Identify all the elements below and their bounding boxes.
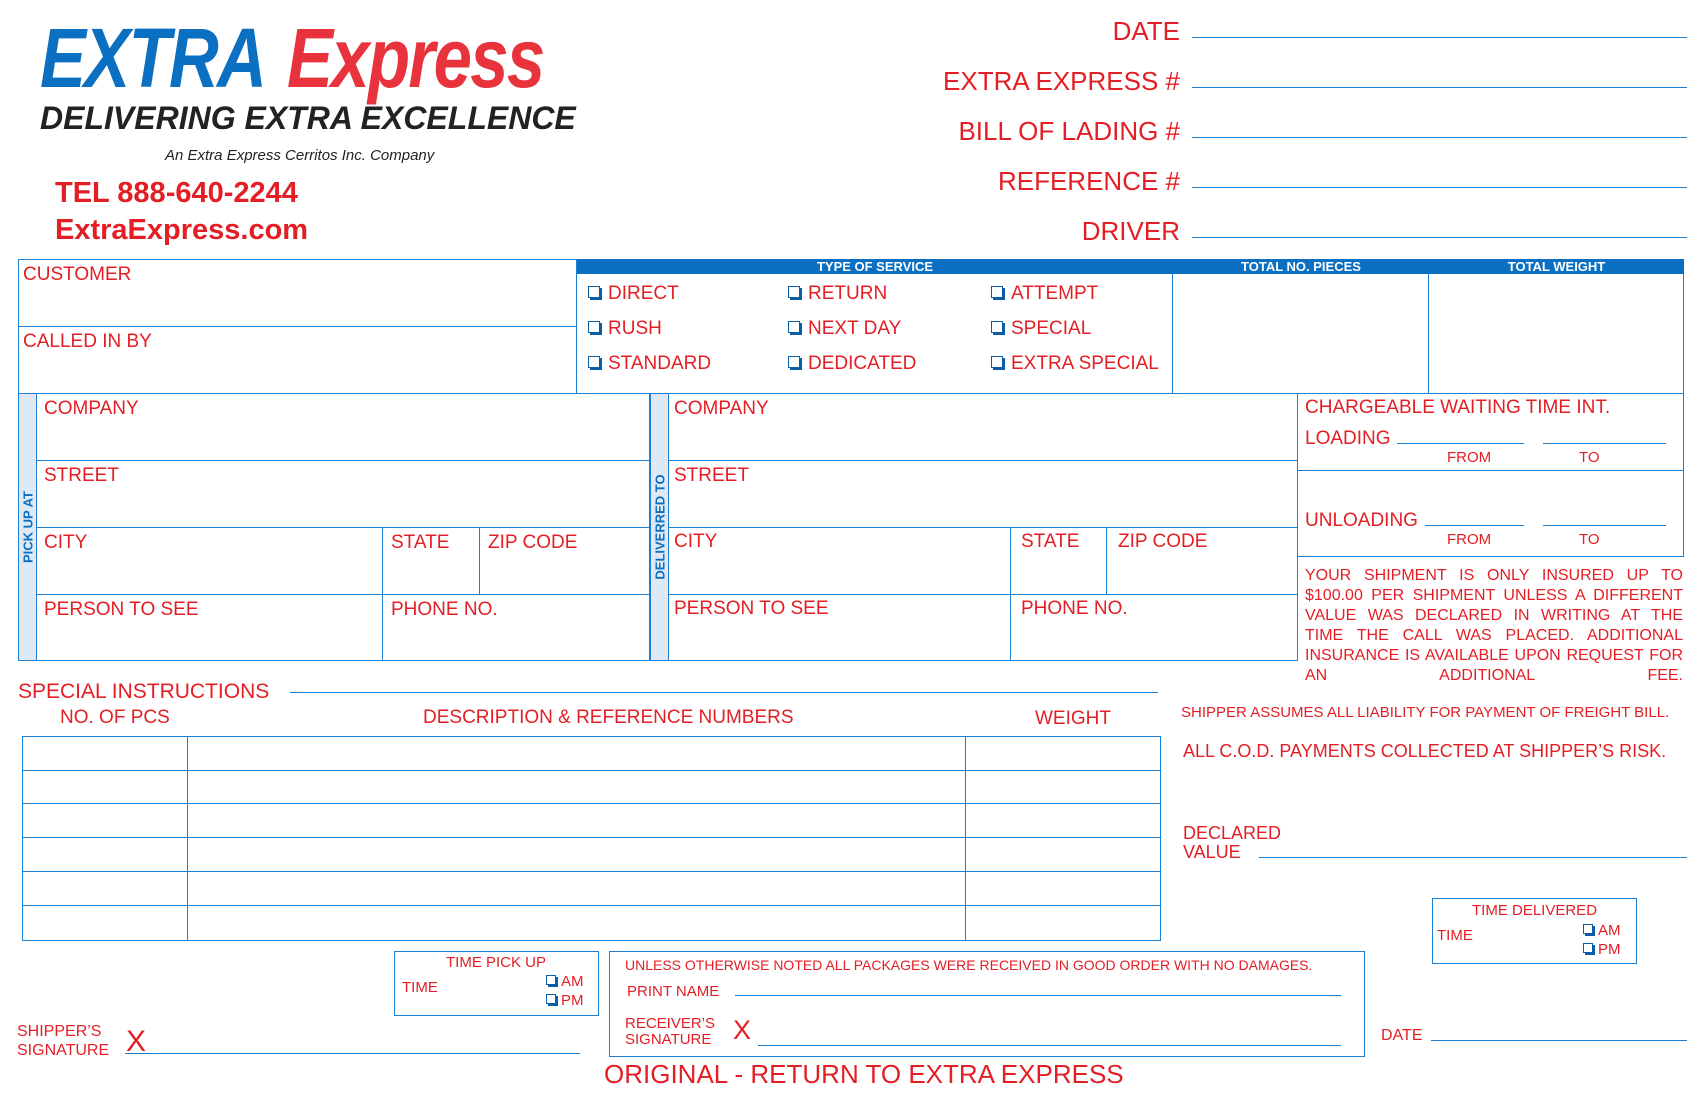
- checkbox-icon: [588, 286, 600, 298]
- footer-date-label: DATE: [1381, 1027, 1423, 1044]
- time-pickup-time-label: TIME: [402, 979, 438, 996]
- checkbox-icon: [788, 321, 800, 333]
- delivery-side-label: DELIVERRED TO: [651, 394, 669, 660]
- table-row[interactable]: [24, 839, 1159, 870]
- special-instructions-label: SPECIAL INSTRUCTIONS: [18, 680, 270, 703]
- pickup-phone-label: PHONE NO.: [391, 599, 498, 620]
- checkbox-icon: [588, 321, 600, 333]
- extra-express-number-label: EXTRA EXPRESS #: [943, 66, 1180, 96]
- insurance-line-4: TIME THE CALL WAS PLACED. ADDITIONAL: [1305, 627, 1683, 644]
- insurance-notice: [1305, 566, 1683, 686]
- called-in-by-field[interactable]: [20, 352, 570, 390]
- unloading-to-field[interactable]: [1543, 525, 1666, 526]
- shipper-signature-field[interactable]: [125, 1053, 580, 1054]
- delivery-street-field[interactable]: [672, 487, 1292, 523]
- pickup-zip-field[interactable]: [483, 554, 645, 590]
- unloading-from-field[interactable]: [1425, 525, 1524, 526]
- service-dedicated-checkbox[interactable]: DEDICATED: [788, 353, 916, 375]
- time-pickup-pm-checkbox[interactable]: PM: [546, 992, 584, 1009]
- delivery-city-label: CITY: [674, 531, 718, 552]
- col-weight-header: WEIGHT: [1035, 708, 1111, 729]
- time-delivered-pm-checkbox[interactable]: PM: [1583, 941, 1621, 958]
- extra-express-number-field[interactable]: [1192, 87, 1687, 88]
- shipper-signature-label: SHIPPER’S SIGNATURE: [17, 1023, 110, 1059]
- time-delivered-time-label: TIME: [1437, 927, 1473, 944]
- table-row[interactable]: [24, 805, 1159, 836]
- loading-from-label: FROM: [1447, 449, 1492, 466]
- delivery-zip-field[interactable]: [1110, 554, 1292, 590]
- time-pickup-am-checkbox[interactable]: AM: [546, 973, 584, 990]
- checkbox-icon: [546, 994, 556, 1004]
- pickup-zip-label: ZIP CODE: [488, 532, 578, 553]
- checkbox-icon: [1583, 924, 1593, 934]
- delivery-company-field[interactable]: [672, 420, 1292, 456]
- insurance-line-1: YOUR SHIPMENT IS ONLY INSURED UP TO: [1305, 567, 1683, 584]
- shipper-signature-x: X: [126, 1025, 147, 1058]
- total-pieces-field[interactable]: [1176, 278, 1424, 390]
- checkbox-icon: [991, 286, 1003, 298]
- company-logo: [40, 10, 600, 105]
- loading-to-field[interactable]: [1543, 443, 1666, 444]
- receipt-notice: UNLESS OTHERWISE NOTED ALL PACKAGES WERE RECEIVED IN GOOD ORDER WITH NO DAMAGES.: [625, 957, 1313, 973]
- phone-number: TEL 888-640-2244: [55, 177, 298, 209]
- footer-date-field[interactable]: [1431, 1040, 1687, 1041]
- table-row[interactable]: [24, 907, 1159, 939]
- service-attempt-checkbox[interactable]: ATTEMPT: [991, 283, 1098, 305]
- checkbox-icon: [788, 286, 800, 298]
- pickup-city-label: CITY: [44, 532, 88, 553]
- loading-from-field[interactable]: [1397, 443, 1524, 444]
- bill-of-lading-label: BILL OF LADING #: [958, 116, 1180, 146]
- website: ExtraExpress.com: [55, 214, 309, 246]
- type-of-service-header: TYPE OF SERVICE: [577, 259, 1173, 274]
- special-instructions-field[interactable]: [290, 692, 1158, 693]
- checkbox-icon: [991, 321, 1003, 333]
- bill-of-lading-field[interactable]: [1192, 137, 1687, 138]
- receiver-signature-field[interactable]: [758, 1045, 1341, 1046]
- time-pickup-title: TIME PICK UP: [446, 954, 547, 971]
- original-return-notice: ORIGINAL - RETURN TO EXTRA EXPRESS: [604, 1059, 1124, 1089]
- pickup-side-label: PICK UP AT: [19, 394, 37, 660]
- cod-notice: ALL C.O.D. PAYMENTS COLLECTED AT SHIPPER’S RISK.: [1183, 741, 1667, 761]
- receiver-signature-label: RECEIVER’S SIGNATURE: [625, 1015, 716, 1048]
- delivery-person-label: PERSON TO SEE: [674, 598, 829, 619]
- delivery-company-label: COMPANY: [674, 398, 769, 419]
- table-row[interactable]: [24, 772, 1159, 802]
- unloading-from-label: FROM: [1447, 531, 1492, 548]
- delivery-state-label: STATE: [1021, 531, 1080, 552]
- insurance-line-5: INSURANCE IS AVAILABLE UPON REQUEST FOR: [1305, 647, 1683, 664]
- loading-label: LOADING: [1305, 428, 1391, 449]
- print-name-label: PRINT NAME: [627, 983, 720, 1000]
- waiting-time-title: CHARGEABLE WAITING TIME INT.: [1305, 397, 1611, 418]
- time-delivered-title: TIME DELIVERED: [1472, 902, 1598, 919]
- driver-label: DRIVER: [1081, 216, 1180, 246]
- table-row[interactable]: [24, 738, 1159, 769]
- delivery-person-field[interactable]: [672, 621, 1006, 657]
- unloading-label: UNLOADING: [1305, 510, 1418, 531]
- time-delivered-am-checkbox[interactable]: AM: [1583, 922, 1621, 939]
- service-next-day-checkbox[interactable]: NEXT DAY: [788, 318, 901, 340]
- checkbox-icon: [788, 356, 800, 368]
- date-field[interactable]: [1192, 37, 1687, 38]
- service-rush-checkbox[interactable]: RUSH: [588, 318, 662, 340]
- pickup-city-field[interactable]: [40, 554, 378, 590]
- declared-value-label: DECLARED VALUE: [1183, 823, 1282, 862]
- logo-express: Express: [287, 11, 544, 105]
- total-weight-field[interactable]: [1432, 278, 1680, 390]
- service-standard-checkbox[interactable]: STANDARD: [588, 353, 711, 375]
- checkbox-icon: [991, 356, 1003, 368]
- insurance-line-3: VALUE WAS DECLARED IN WRITING AT THE: [1305, 607, 1683, 624]
- insurance-line-6: AN ADDITIONAL FEE.: [1305, 667, 1683, 684]
- delivery-city-field[interactable]: [672, 554, 1006, 590]
- print-name-field[interactable]: [735, 995, 1341, 996]
- col-desc-header: DESCRIPTION & REFERENCE NUMBERS: [423, 707, 794, 728]
- service-special-checkbox[interactable]: SPECIAL: [991, 318, 1091, 340]
- delivery-zip-label: ZIP CODE: [1118, 531, 1208, 552]
- table-row[interactable]: [24, 873, 1159, 904]
- date-label: DATE: [1112, 16, 1180, 46]
- unloading-to-label: TO: [1579, 531, 1600, 548]
- customer-label: CUSTOMER: [23, 264, 132, 285]
- pickup-state-label: STATE: [391, 532, 450, 553]
- logo-extra: EXTRA: [40, 11, 266, 105]
- customer-field[interactable]: [20, 285, 570, 323]
- pickup-phone-field[interactable]: [386, 621, 645, 657]
- service-return-checkbox[interactable]: RETURN: [788, 283, 887, 305]
- pickup-company-label: COMPANY: [44, 398, 139, 419]
- insurance-line-2: $100.00 PER SHIPMENT UNLESS A DIFFERENT: [1305, 587, 1683, 604]
- reference-number-label: REFERENCE #: [997, 166, 1180, 196]
- service-extra-special-checkbox[interactable]: EXTRA SPECIAL: [991, 353, 1159, 375]
- checkbox-icon: [546, 975, 556, 985]
- service-direct-checkbox[interactable]: DIRECT: [588, 283, 679, 305]
- called-in-by-label: CALLED IN BY: [23, 331, 152, 352]
- tagline: DELIVERING EXTRA EXCELLENCE: [40, 100, 576, 136]
- receiver-signature-x: X: [733, 1015, 752, 1045]
- checkbox-icon: [588, 356, 600, 368]
- delivery-state-field[interactable]: [1014, 554, 1103, 590]
- total-weight-header: TOTAL WEIGHT: [1429, 259, 1684, 274]
- pickup-person-label: PERSON TO SEE: [44, 599, 199, 620]
- pickup-street-label: STREET: [44, 465, 119, 486]
- pickup-person-field[interactable]: [40, 621, 378, 657]
- delivery-street-label: STREET: [674, 465, 749, 486]
- reference-number-field[interactable]: [1192, 187, 1687, 188]
- company-subtitle: An Extra Express Cerritos Inc. Company: [165, 147, 435, 164]
- delivery-phone-field[interactable]: [1014, 621, 1292, 657]
- col-pcs-header: NO. OF PCS: [60, 707, 170, 728]
- pickup-company-field[interactable]: [40, 420, 645, 456]
- driver-field[interactable]: [1192, 237, 1687, 238]
- checkbox-icon: [1583, 943, 1593, 953]
- declared-value-field[interactable]: [1259, 857, 1687, 858]
- pickup-state-field[interactable]: [386, 554, 476, 590]
- loading-to-label: TO: [1579, 449, 1600, 466]
- pickup-street-field[interactable]: [40, 487, 645, 523]
- total-pieces-header: TOTAL NO. PIECES: [1173, 259, 1429, 274]
- shipper-liability-notice: SHIPPER ASSUMES ALL LIABILITY FOR PAYMENT OF FREIGHT BILL.: [1181, 704, 1670, 721]
- delivery-phone-label: PHONE NO.: [1021, 598, 1128, 619]
